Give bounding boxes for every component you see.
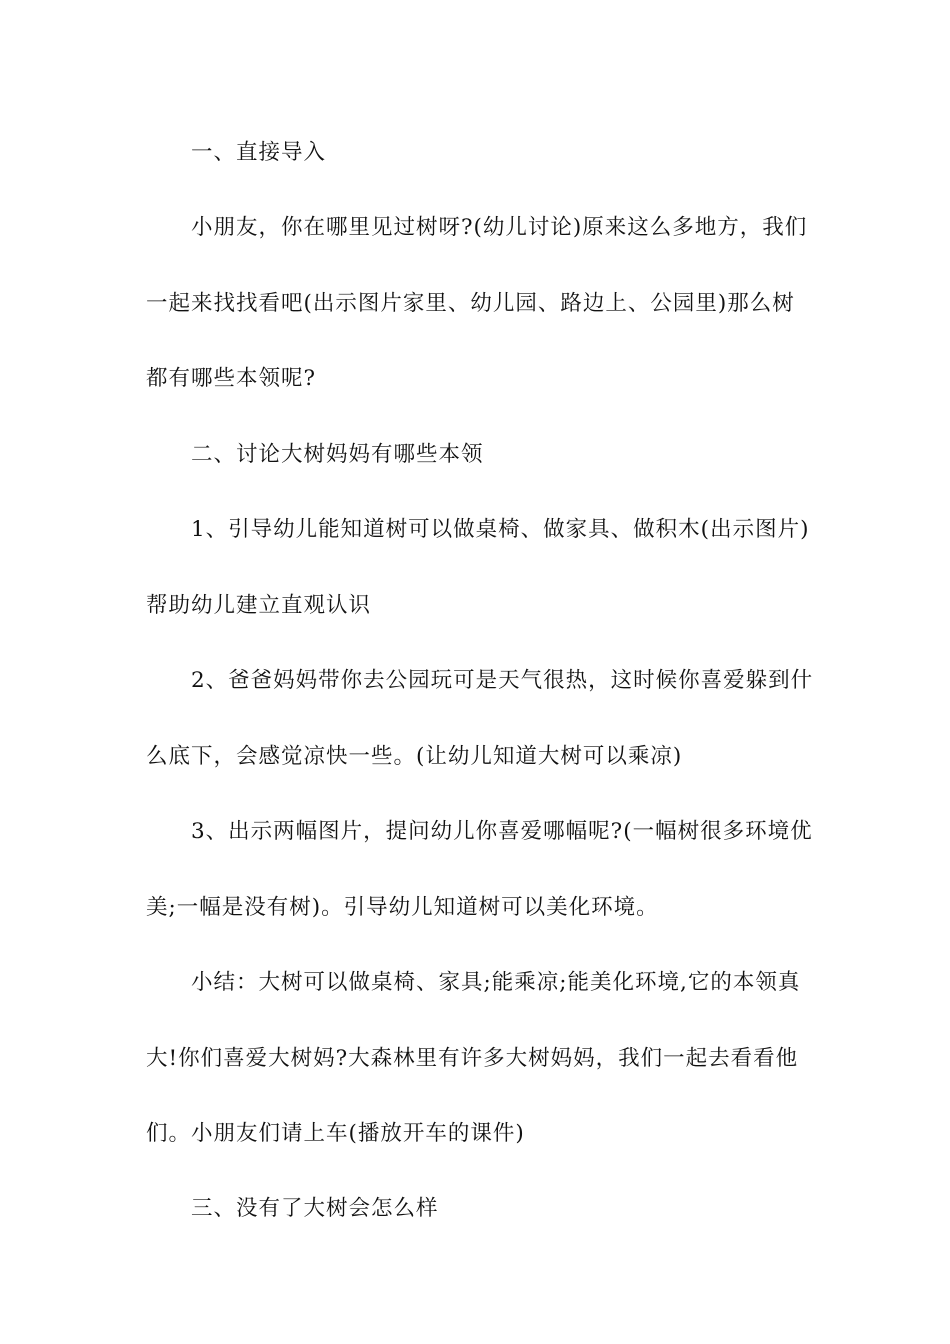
text-line: 们。小朋友们请上车(播放开车的课件) — [146, 1121, 525, 1146]
section-heading-direct-intro — [146, 115, 806, 191]
text-line: 美;一幅是没有树)。引导幼儿知道树可以美化环境。 — [146, 894, 659, 920]
text-line: 三、没有了大树会怎么样 — [146, 1196, 439, 1221]
text-line: 二、讨论大树妈妈有哪些本领 — [146, 442, 484, 467]
paragraph-point-1 — [146, 492, 810, 643]
text-line: 一、直接导入 — [146, 140, 327, 165]
paragraph-point-3 — [146, 794, 813, 945]
text-line: 都有哪些本领呢? — [146, 366, 317, 391]
section-heading-without-trees — [146, 1171, 806, 1247]
paragraph-point-2 — [146, 643, 814, 794]
paragraph-summary — [146, 945, 806, 1172]
text-line: 2、爸爸妈妈带你去公园玩可是天气很热，这时候你喜爱躲到什 — [146, 668, 814, 693]
text-line: 帮助幼儿建立直观认识 — [146, 592, 372, 618]
text-line: 么底下，会感觉凉快一些。(让幼儿知道大树可以乘凉) — [146, 743, 683, 769]
text-line: 3、出示两幅图片，提问幼儿你喜爱哪幅呢?(一幅树很多环境优 — [146, 819, 813, 844]
text-line: 大!你们喜爱大树妈?大森林里有许多大树妈妈，我们一起去看看他 — [146, 1045, 799, 1071]
text-line: 一起来找找看吧(出示图片家里、幼儿园、路边上、公园里)那么树 — [146, 290, 795, 316]
text-line: 1、引导幼儿能知道树可以做桌椅、做家具、做积木(出示图片) — [146, 517, 810, 542]
paragraph-intro-question — [146, 190, 806, 417]
text-line: 小结：大树可以做桌椅、家具;能乘凉;能美化环境,它的本领真 — [146, 970, 801, 995]
text-line: 小朋友，你在哪里见过树呀?(幼儿讨论)原来这么多地方，我们 — [146, 215, 808, 240]
section-heading-discuss-abilities — [146, 417, 806, 493]
